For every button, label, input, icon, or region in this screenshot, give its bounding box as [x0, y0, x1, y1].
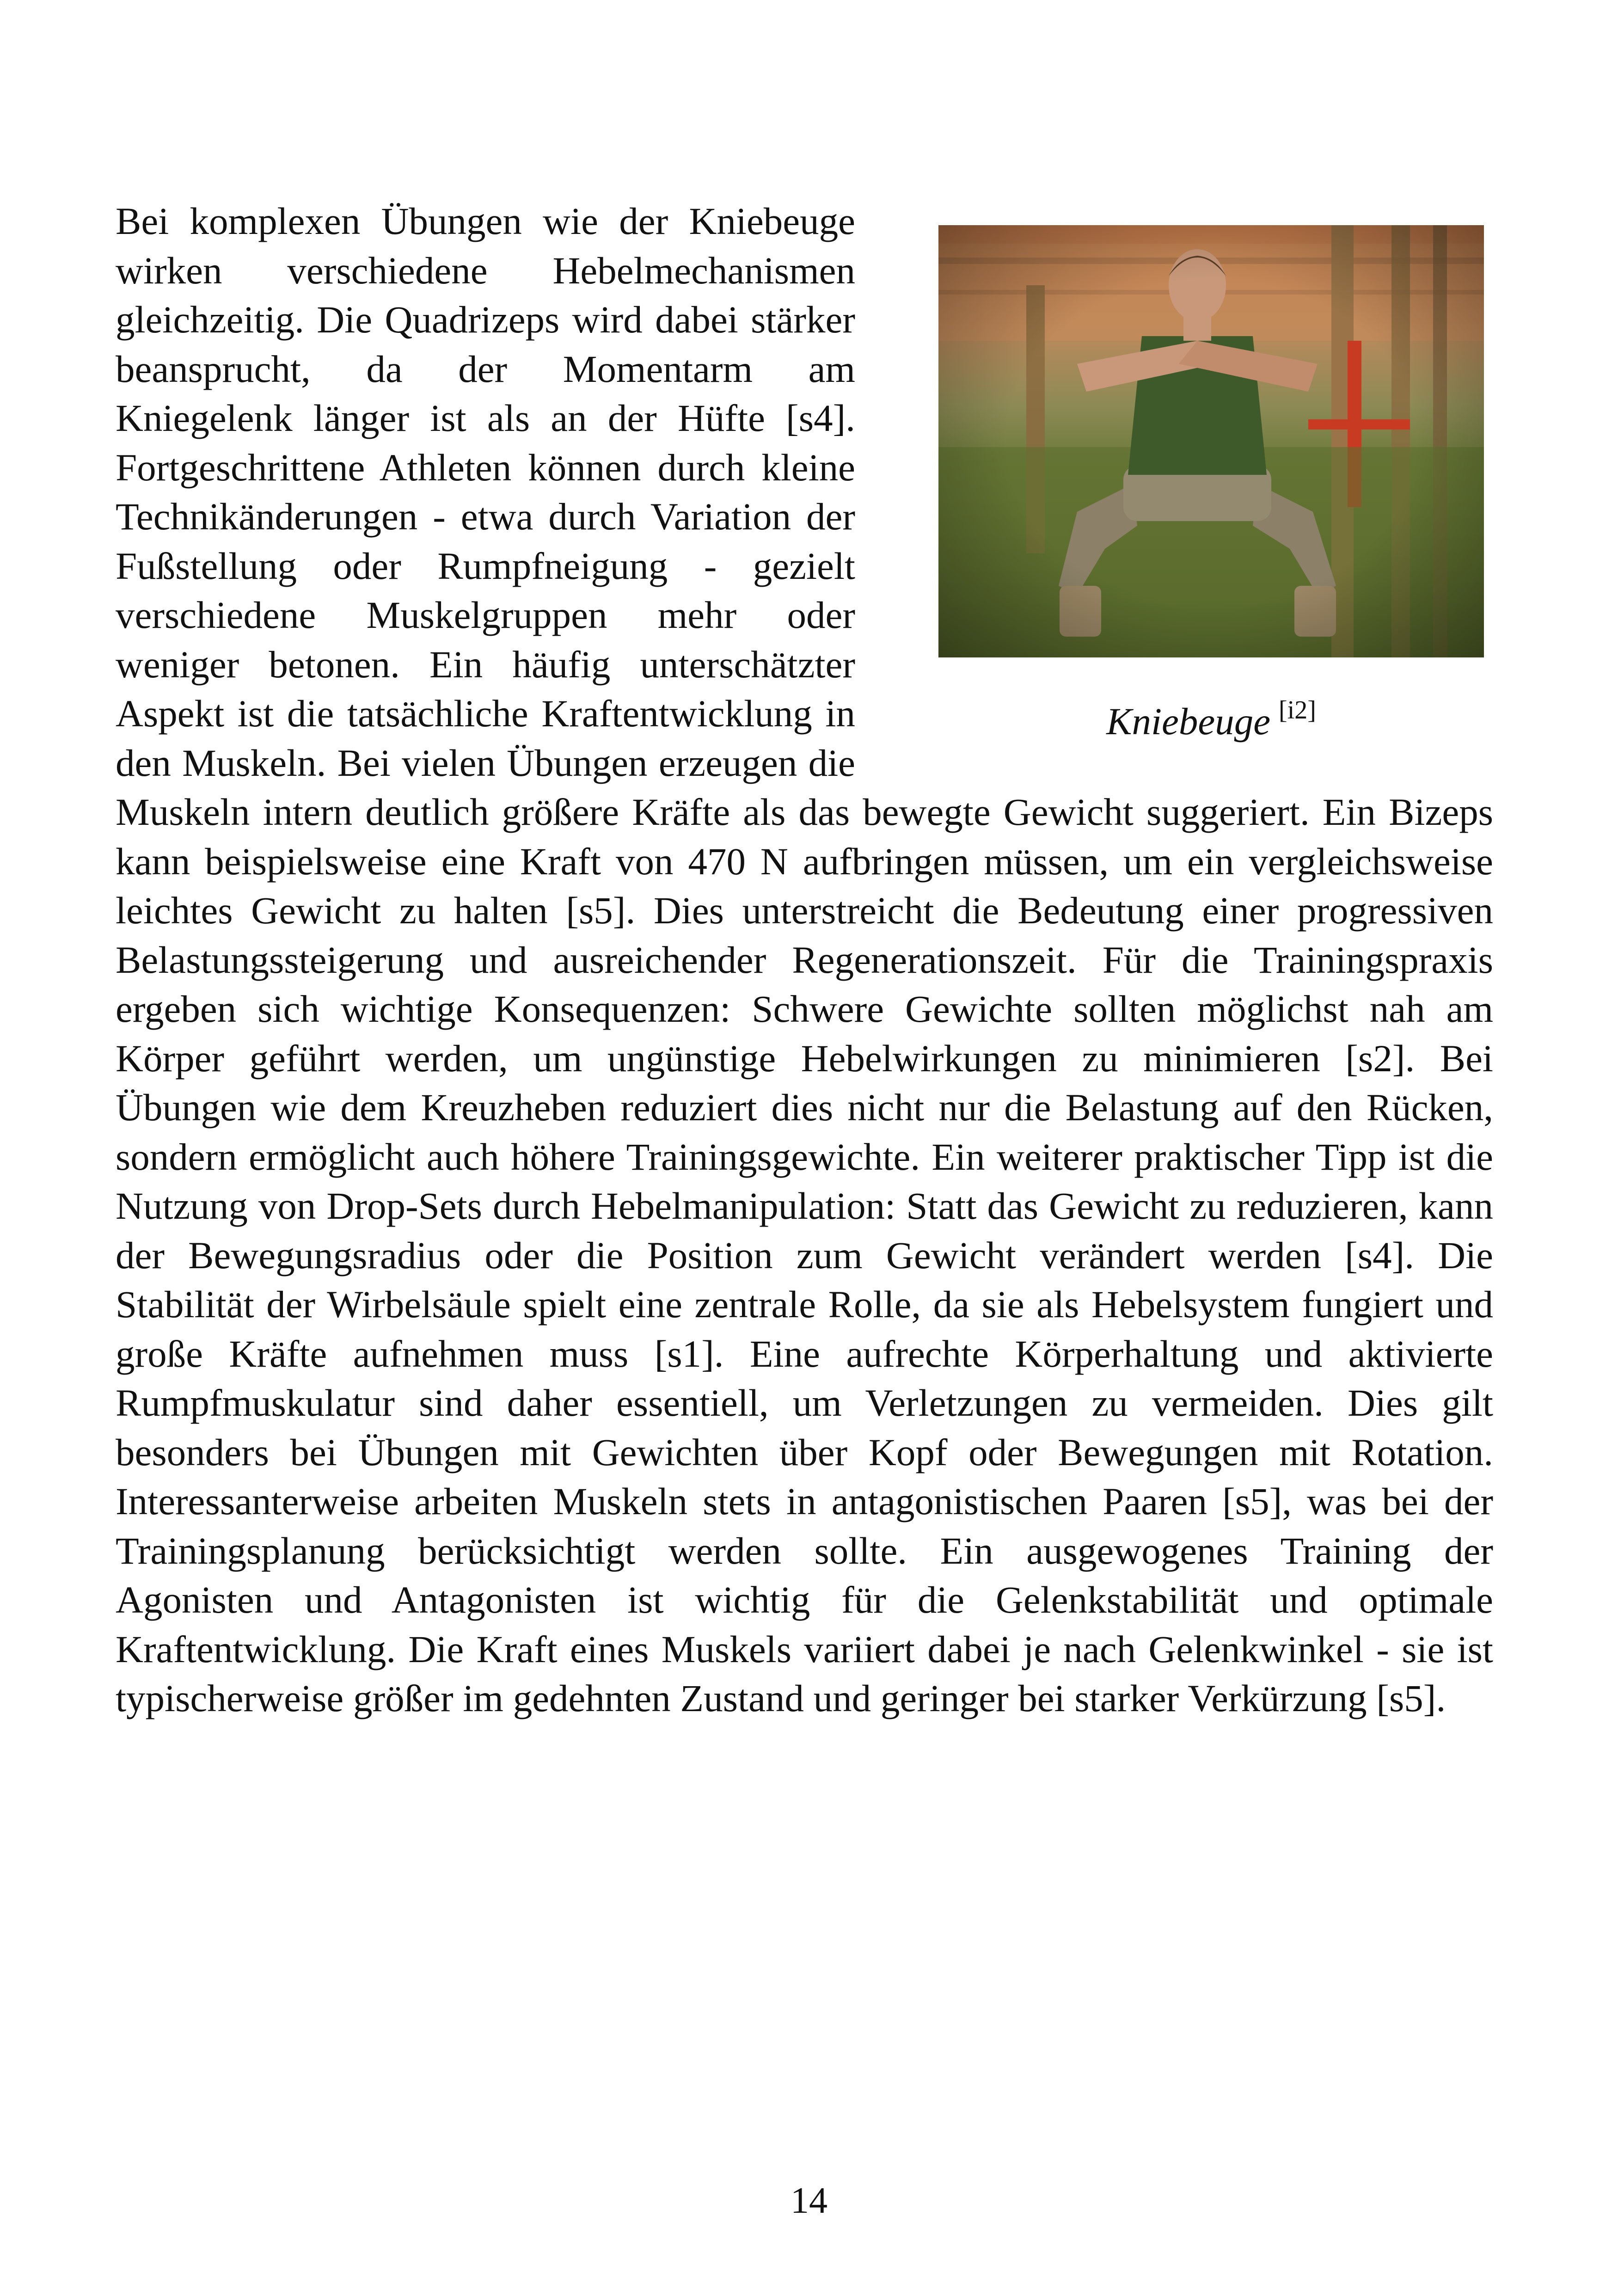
figure-caption: [938, 698, 1484, 744]
body-paragraph: Bei komplexen Übungen wie der Kniebeuge wirken verschiedene Hebelmechanismen gleichzeitig. Die Quadrizeps wird dabei stärker beansprucht, da der Momentarm am Kniegelenk länger ist als an der Hüfte [s4]. Fortgeschrittene Athleten können durch kleine Technikänderungen - etwa durch Variation der Fußstellung oder Rumpfneigung - gezielt verschiedene Muskelgruppen mehr oder weniger betonen. Ein häufig unterschätzter Aspekt ist die tatsächliche Kraftentwicklung in den Muskeln. Bei vielen Übungen erzeugen die Muskeln intern deutlich größere Kräfte als das bewegte Gewicht suggeriert. Ein Bizeps kann beispielsweise eine Kraft von 470 N aufbringen müssen, um ein vergleichsweise leichtes Gewicht zu halten [s5]. Dies unterstreicht die Bedeutung einer progressiven Belastungssteigerung und ausreichender Regenerationszeit. Für die Trainingspraxis ergeben sich wichtige Konsequenzen: Schwere Gewichte sollten möglichst nah am Körper geführt werden, um ungünstige Hebelwirkungen zu minimieren [s2]. Bei Übungen wie dem Kreuzheben reduziert dies nicht nur die Belastung auf den Rücken, sondern ermöglicht auch höhere Trainingsgewichte. Ein weiterer praktischer Tipp ist die Nutzung von Drop-Sets durch Hebelmanipulation: Statt das Gewicht zu reduzieren, kann der Bewegungsradius oder die Position zum Gewicht verändert werden [s4]. Die Stabilität der Wirbelsäule spielt eine zentrale Rolle, da sie als Hebelsystem fungiert und große Kräfte aufnehmen muss [s1]. Eine aufrechte Körperhaltung und aktivierte Rumpfmuskulatur sind daher essentiell, um Verletzungen zu vermeiden. Dies gilt besonders bei Übungen mit Gewichten über Kopf oder Bewegungen mit Rotation. Interessanterweise arbeiten Muskeln stets in antagonistischen Paaren [s5], was bei der Trainingsplanung berücksichtigt werden sollte. Ein ausgewogenes Training der Agonisten und Antagonisten ist wichtig für die Gelenkstabilität und optimale Kraftentwicklung. Die Kraft eines Muskels variiert dabei je nach Gelenkwinkel - sie ist typischerweise größer im gedehnten Zustand und geringer bei starker Verkürzung [s5].: [116, 200, 1493, 1719]
body-text-block: [116, 196, 1493, 1723]
caption-reference: [i2]: [1279, 696, 1316, 725]
squat-photo: [938, 225, 1484, 657]
figure: [912, 196, 1493, 765]
caption-text: Kniebeuge: [1106, 700, 1271, 743]
page-number: 14: [791, 2180, 827, 2221]
